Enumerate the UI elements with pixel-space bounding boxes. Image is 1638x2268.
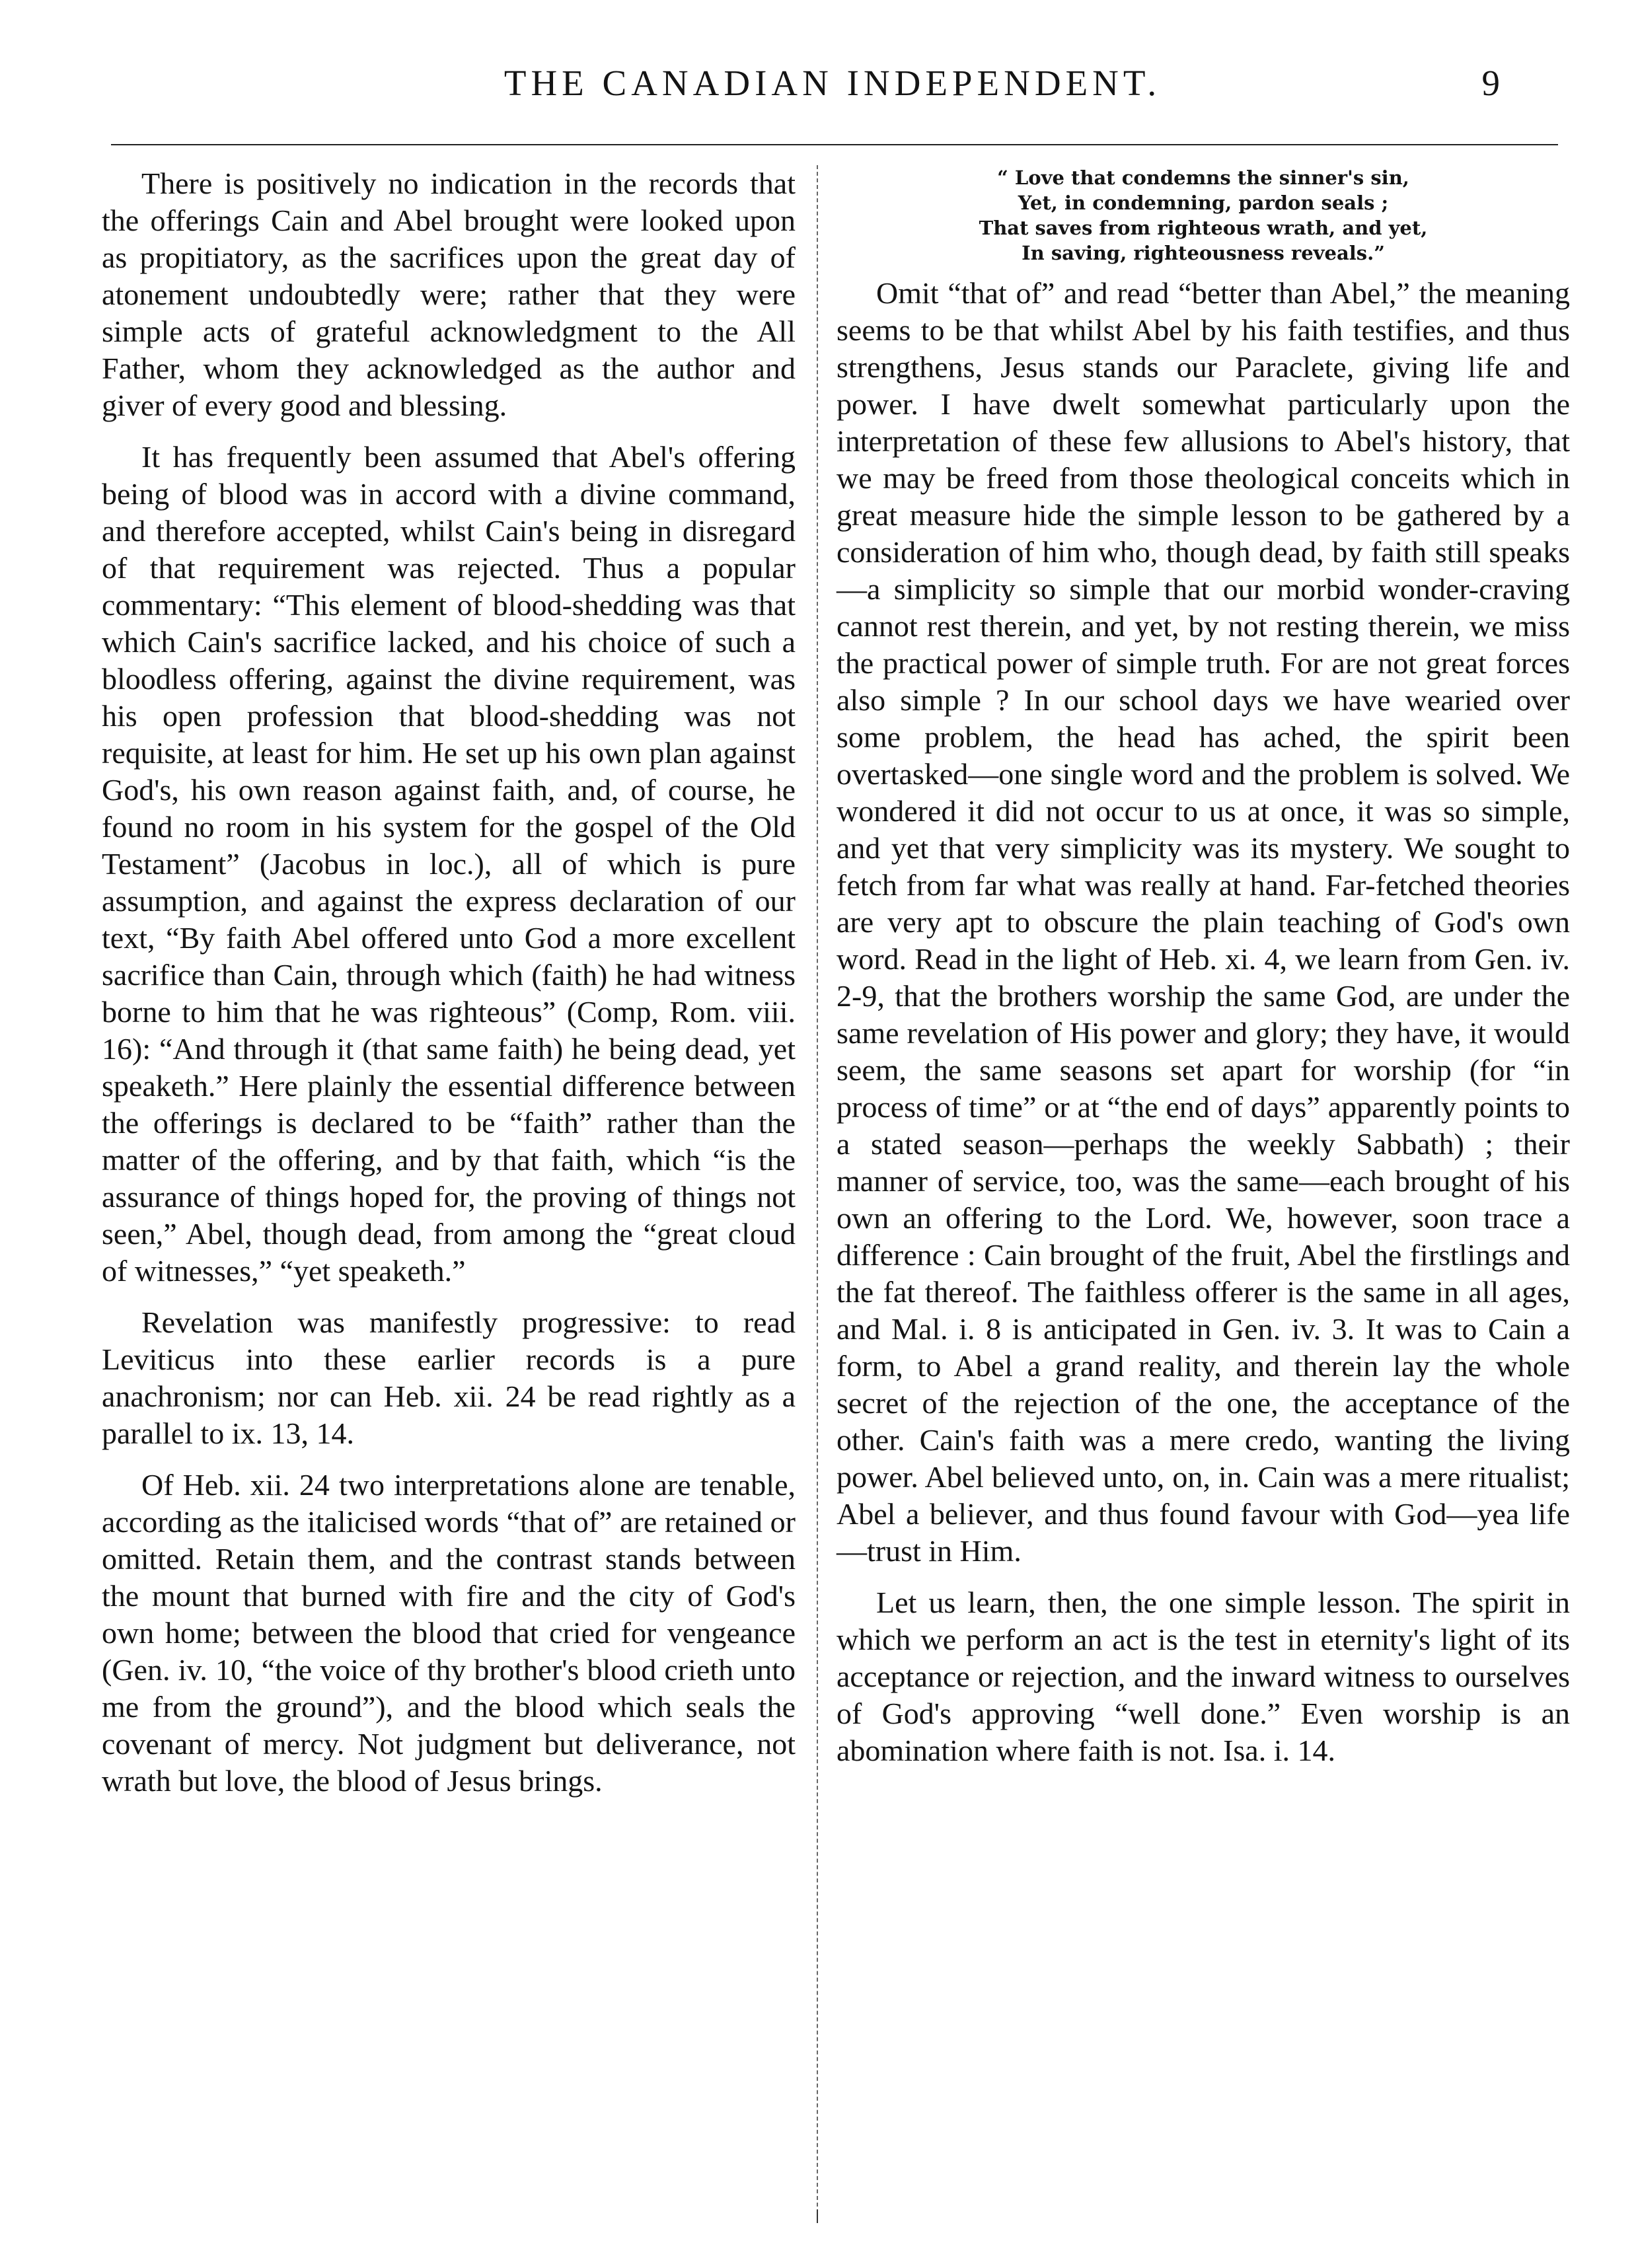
page-number: 9 <box>1481 63 1500 103</box>
verse-line: That saves from righteous wrath, and yet, <box>979 217 1428 239</box>
paragraph: Revelation was manifestly progressive: to read Leviticus into these earlier records is a pure anachronism; nor can Heb. xii. 24 be read rightly as a parallel to ix. 13, 14. <box>102 1305 796 1450</box>
running-title: THE CANADIAN INDEPENDENT. <box>503 63 1162 103</box>
left-column <box>102 165 796 1814</box>
column-end-mark <box>817 2210 818 2223</box>
paragraph: It has frequently been assumed that Abel's offering being of blood was in accord with a divine command, and therefore accepted, whilst Cain's being in disregard of that requirement was rejected. Thus a popular commentary: “This element of blood-shedding was that which Cain's sacrifice lacked, and his choice of such a bloodless offering, against the divine requirement, was his open profession that blood-shedding was not requisite, at least for him. He set up his own plan against God's, his own reason against faith, and, of course, he found no room in his system for the gospel of the Old Testament” (Jacobus in loc.), all of which is pure assumption, and against the express declaration of our text, “By faith Abel offered unto God a more excellent sacrifice than Cain, through which (faith) he had witness borne to him that he was righteous” (Comp, Rom. viii. 16): “And through it (that same faith) he being dead, yet speaketh.” Here plainly the essential difference between the offerings is declared to be “faith” rather than the matter of the offering, and by that faith, which “is the assurance of things hoped for, the proving of things not seen,” Abel, though dead, from among the “great cloud of witnesses,” “yet speaketh.” <box>102 440 796 1288</box>
paragraph: Let us learn, then, the one simple lesson. The spirit in which we perform an act is the test in eternity's light of its acceptance or rejection, and the inward witness to ourselves of God's approving “well done.” Even worship is an abomination where faith is not. Isa. i. 14. <box>837 1586 1570 1767</box>
paragraph: Of Heb. xii. 24 two interpretations alone are tenable, according as the italicised words “that of” are retained or omitted. Retain them, and the contrast stands between the mount that burned with fire and the city of God's own home; between the blood that cried for vengeance (Gen. iv. 10, “the voice of thy brother's blood crieth unto me from the ground”), and the blood which seals the covenant of mercy. Not judgment but deliverance, not wrath but love, the blood of Jesus brings. <box>102 1468 796 1798</box>
paragraph: There is positively no indication in the records that the offerings Cain and Abel brought were looked upon as propitiatory, as the sacrifices upon the great day of atonement undoubtedly were; rather that they were simple acts of grateful acknowledgment to the All Father, whom they acknowledged as the author and giver of every good and blessing. <box>102 166 796 422</box>
verse-line: In saving, righteousness reveals.” <box>1022 242 1385 264</box>
verse-line: “ Love that condemns the sinner's sin, <box>997 166 1409 189</box>
hymn-quote <box>837 165 1570 266</box>
header-rule <box>111 144 1558 145</box>
right-column <box>817 165 1570 1784</box>
paragraph: Omit “that of” and read “better than Abel,” the meaning seems to be that whilst Abel by his faith testifies, and thus strengthens, Jesus stands our Paraclete, giving life and power. I have dwelt somewhat particularly upon the interpretation of these few allusions to Abel's history, that we may be freed from those theological conceits which in great measure hide the simple lesson to be gathered by a consideration of him who, though dead, by faith still speaks—a simplicity so simple that our morbid wonder-craving cannot rest therein, and yet, by not resting therein, we miss the practical power of simple truth. For are not great forces also simple ? In our school days we have wearied over some problem, the head has ached, the spirit been overtasked—one single word and the problem is solved. We wondered it did not occur to us at once, it was so simple, and yet that very simplicity was its mystery. We sought to fetch from far what was really at hand. Far-fetched theories are very apt to obscure the plain teaching of God's own word. Read in the light of Heb. xi. 4, we learn from Gen. iv. 2-9, that the brothers worship the same God, are under the same revelation of His power and glory; they have, it would seem, the same seasons set apart for worship (for “in process of time” or at “the end of days” apparently points to a stated season—perhaps the weekly Sabbath) ; their manner of service, too, was the same—each brought of his own an offering to the Lord. We, however, soon trace a difference : Cain brought of the fruit, Abel the firstlings and the fat thereof. The faithless offerer is the same in all ages, and Mal. i. 8 is anticipated in Gen. iv. 3. It was to Cain a form, to Abel a grand reality, and therein lay the whole secret of the rejection of the one, the acceptance of the other. Cain's faith was a mere credo, wanting the living power. Abel believed unto, on, in. Cain was a mere ritualist; Abel a believer, and thus found favour with God—yea life—trust in Him. <box>837 276 1570 1568</box>
page-header <box>99 53 1566 112</box>
verse-line: Yet, in condemning, pardon seals ; <box>1018 192 1389 214</box>
